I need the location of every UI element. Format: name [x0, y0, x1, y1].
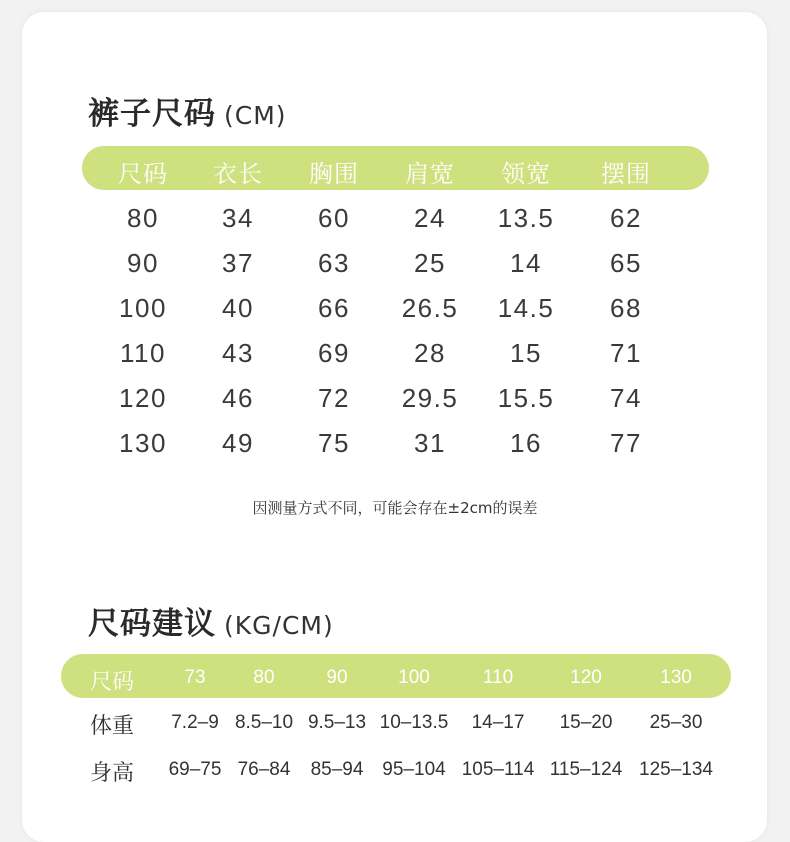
size-table-cell: 77	[610, 428, 642, 458]
size-table-header-cell: 肩宽	[405, 160, 455, 188]
size-table-cell: 13.5	[497, 203, 555, 233]
size-table-cell: 14	[510, 248, 542, 278]
advice-table-cell: 76–84	[237, 759, 291, 780]
pants-size-unit: (CM)	[224, 101, 287, 130]
size-table-header-cell: 领宽	[501, 160, 551, 188]
advice-table-cell: 125–134	[639, 759, 713, 780]
size-table-cell: 80	[127, 203, 159, 233]
size-table-cell: 15.5	[497, 383, 555, 413]
size-table-cell: 40	[222, 293, 254, 323]
advice-table-cell: 85–94	[310, 759, 364, 780]
advice-size-header-cell: 130	[660, 667, 692, 688]
size-table-header-cell: 摆围	[601, 160, 651, 188]
size-table-cell: 15	[510, 338, 542, 368]
size-table-cell: 63	[318, 248, 350, 278]
size-table-cell: 90	[127, 248, 159, 278]
advice-table-cell: 9.5–13	[307, 712, 367, 733]
advice-size-header-cell: 100	[398, 667, 430, 688]
size-table-cell: 24	[414, 203, 446, 233]
size-table-cell: 120	[119, 383, 167, 413]
pants-size-title-text: 裤子尺码	[88, 96, 216, 132]
size-table-cell: 31	[414, 428, 446, 458]
size-table-header-cell: 尺码	[118, 160, 168, 188]
size-table-cell: 72	[318, 383, 350, 413]
advice-table-header-band	[61, 654, 731, 698]
advice-row-label: 体重	[90, 714, 135, 739]
advice-table-cell: 25–30	[649, 712, 703, 733]
advice-size-header-cell: 120	[570, 667, 602, 688]
size-table-cell: 62	[610, 203, 642, 233]
size-table-cell: 71	[610, 338, 642, 368]
advice-size-header-cell: 110	[482, 667, 514, 688]
advice-table-cell: 7.2–9	[171, 712, 219, 733]
size-table-cell: 43	[222, 338, 254, 368]
advice-table-cell: 105–114	[461, 759, 535, 780]
measurement-note: 因测量方式不同，可能会存在±2cm的误差	[252, 499, 538, 517]
size-table-cell: 28	[414, 338, 446, 368]
size-table-cell: 74	[610, 383, 642, 413]
size-table-cell: 25	[414, 248, 446, 278]
advice-table-cell: 15–20	[559, 712, 613, 733]
size-table-cell: 49	[222, 428, 254, 458]
size-table-cell: 68	[610, 293, 642, 323]
size-table-cell: 26.5	[401, 293, 459, 323]
size-advice-title-text: 尺码建议	[88, 606, 216, 642]
size-table-cell: 37	[222, 248, 254, 278]
size-table-header-cell: 衣长	[213, 160, 263, 188]
size-table-cell: 75	[318, 428, 350, 458]
advice-table-cell: 115–124	[549, 759, 623, 780]
size-table-cell: 34	[222, 203, 254, 233]
advice-table-cell: 8.5–10	[234, 712, 294, 733]
advice-size-header-cell: 80	[253, 667, 275, 688]
advice-row-label: 身高	[90, 761, 135, 786]
size-advice-unit: (KG/CM)	[224, 611, 334, 640]
size-table-cell: 110	[120, 338, 166, 368]
pants-size-title	[88, 88, 287, 133]
size-table-header-cell: 胸围	[309, 160, 359, 188]
size-table-cell: 100	[119, 293, 167, 323]
size-table-cell: 66	[318, 293, 350, 323]
size-table-cell: 130	[119, 428, 167, 458]
size-table-cell: 60	[318, 203, 350, 233]
advice-table-cell: 10–13.5	[379, 712, 449, 733]
advice-header-label: 尺码	[90, 670, 135, 695]
size-advice-title	[88, 598, 334, 643]
size-table-cell: 16	[510, 428, 542, 458]
advice-size-header-cell: 73	[184, 667, 206, 688]
size-table-cell: 46	[222, 383, 254, 413]
size-table-cell: 29.5	[401, 383, 459, 413]
advice-table-cell: 69–75	[168, 759, 222, 780]
size-table-cell: 14.5	[497, 293, 555, 323]
advice-table-cell: 14–17	[471, 712, 525, 733]
size-table-cell: 65	[610, 248, 642, 278]
advice-size-header-cell: 90	[326, 667, 348, 688]
size-table-cell: 69	[318, 338, 350, 368]
advice-table-cell: 95–104	[382, 759, 446, 780]
